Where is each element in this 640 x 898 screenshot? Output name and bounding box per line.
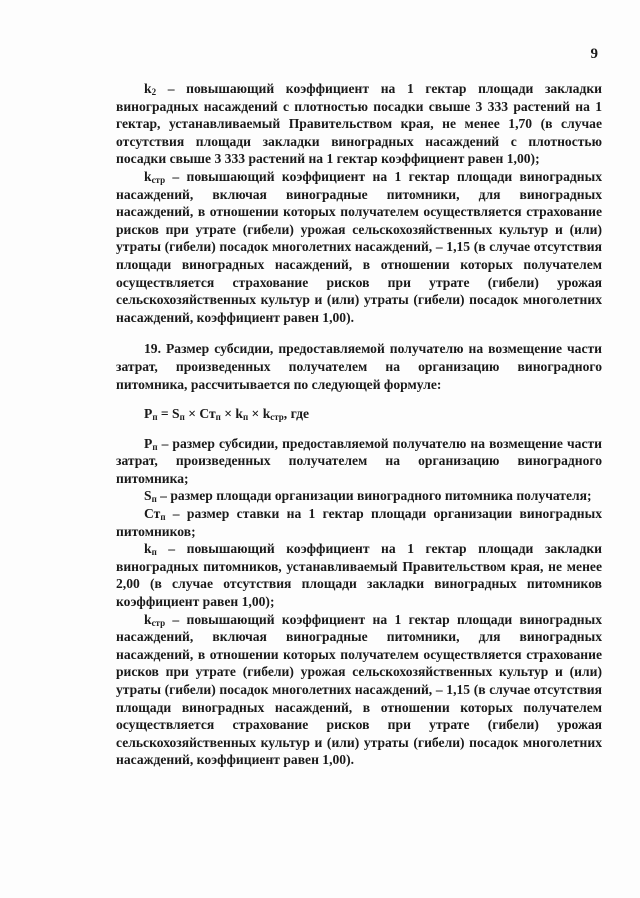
subsidy-formula: $P_п = S_п \times Ст_п \times k_п \times k_{стр}$, где (144, 406, 309, 423)
paragraph-text: – повышающий коэффициент на 1 гектар площади виноградных насаждений, включая виноградные питомники, для виноградных насаждений, в отношении которых получателем осуществляется страхование рисков при утрате (гибели) урожая сельскохозяйственных культур и (или) утраты (гибели) посадок многолетних насаждений, – 1,15 (в случае отсутствия площади виноградных насаждений, в отношении которых получателем осуществляется страхование рисков при утрате (гибели) урожая сельскохозяйственных культур и (или) утраты (гибели) посадок многолетних насаждений, коэффициент равен 1,00). (116, 168, 602, 325)
formula-term-kstr: $k_{стр}$ (262, 406, 284, 423)
formula-term-s: $S_п$ (172, 406, 185, 423)
formula-term-st: $Ст_п$ (199, 406, 221, 423)
symbol-k2: $k_2$ (144, 81, 157, 97)
paragraph-stp-definition (116, 505, 602, 540)
document-body (116, 80, 602, 769)
paragraph-text: 19. Размер субсидии, предоставляемой получателю на возмещение части затрат, произведенных получателем на организацию виноградного питомника, рассчитывается по следующей формуле: (116, 341, 602, 392)
symbol-kstr: $k_{стр}$ (144, 168, 166, 185)
symbol-sp: $S_п$ (144, 488, 157, 505)
paragraph-kp-definition (116, 540, 602, 610)
symbol-stp: $Ст_п$ (144, 506, 166, 523)
paragraph-pp-definition (116, 435, 602, 488)
paragraph-text: – повышающий коэффициент на 1 гектар площади закладки виноградных питомников, устанавливаемый Правительством края, не менее 2,00 (в случае отсутствия площади закладки виноградных питомников коэффициент равен 1,00); (116, 541, 602, 610)
symbol-kstr: $k_{стр}$ (144, 611, 166, 628)
paragraph-sp-definition (116, 487, 602, 505)
paragraph-text: – повышающий коэффициент на 1 гектар площади закладки виноградных насаждений с плотностью посадки свыше 3 333 растений на 1 гектар, устанавливаемый Правительством края, не менее 1,70 (в случае отсутствия площади закладки виноградных насаждений с плотностью посадки свыше 3 333 растений на 1 гектар коэффициент равен 1,00); (116, 81, 602, 167)
formula-term-p: $P_п$ (144, 406, 158, 423)
paragraph-k2-definition (116, 80, 602, 168)
page-number: 9 (590, 46, 598, 62)
symbol-kp: $k_п$ (144, 541, 157, 558)
paragraph-text: – размер площади организации виноградного питомника получателя; (156, 488, 592, 504)
symbol-pp: $P_п$ (144, 435, 158, 452)
paragraph-kstr-definition (116, 168, 602, 326)
paragraph-text: – повышающий коэффициент на 1 гектар площади виноградных насаждений, включая виноградные питомники, для виноградных насаждений, в отношении которых получателем осуществляется страхование рисков при утрате (гибели) урожая сельскохозяйственных культур и (или) утраты (гибели) посадок многолетних насаждений, – 1,15 (в случае отсутствия площади виноградных насаждений, в отношении которых получателем осуществляется страхование рисков при утрате (гибели) урожая сельскохозяйственных культур и (или) утраты (гибели) посадок многолетних насаждений, коэффициент равен 1,00). (116, 611, 602, 768)
paragraph-kstr-definition-2 (116, 611, 602, 769)
spacer (116, 393, 602, 405)
paragraph-clause-19 (116, 340, 602, 393)
paragraph-text: – размер субсидии, предоставляемой получателю на возмещение части затрат, произведенных получателем на организацию виноградного питомника; (116, 435, 602, 486)
spacer (116, 326, 602, 340)
formula-term-kp: $k_п$ (235, 406, 249, 423)
spacer (116, 423, 602, 435)
paragraph-text: – размер ставки на 1 гектар площади организации виноградных питомников; (116, 506, 602, 539)
